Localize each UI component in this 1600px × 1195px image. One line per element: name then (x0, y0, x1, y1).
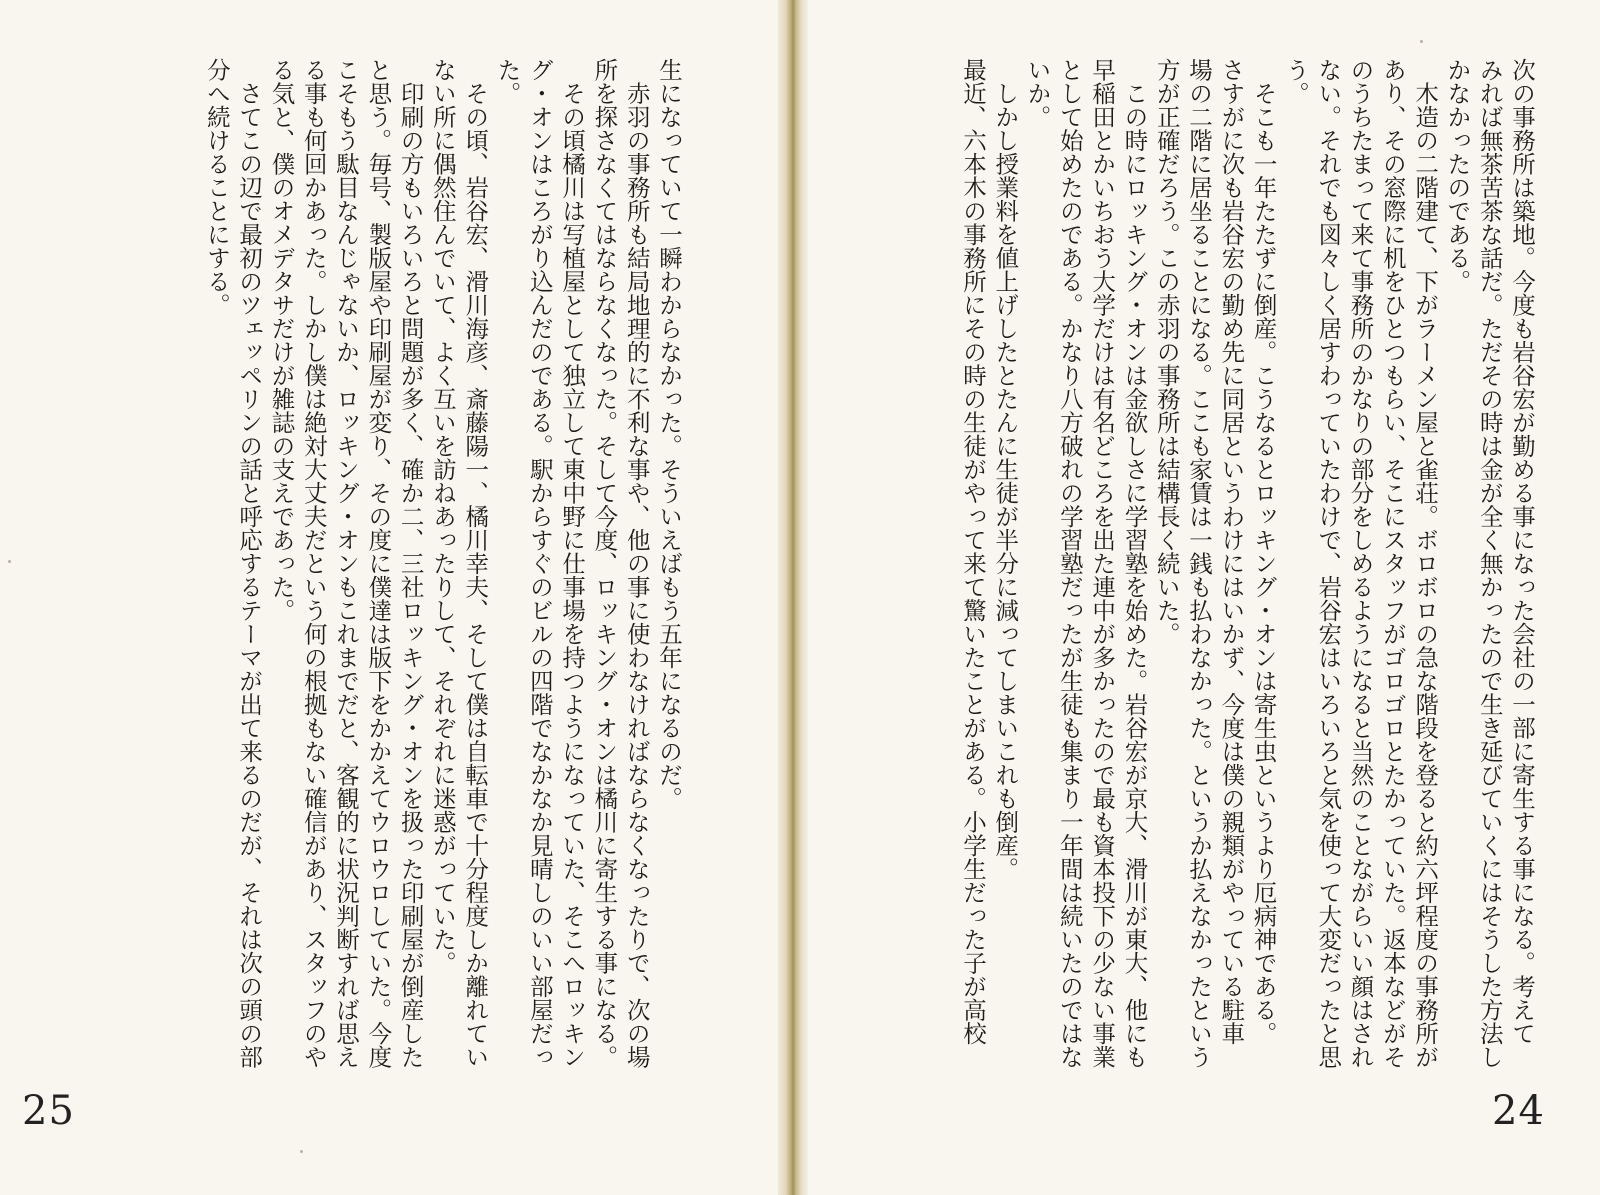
paper-speck (8, 560, 11, 563)
text-line: る気と、僕のオメデタサだけが雑誌の支えであった。 (267, 58, 296, 622)
text-line: 所を探さなくてはならなくなった。そして今度、ロッキング・オンは橘川に寄生する事になる。 (590, 58, 619, 1069)
text-line: 木造の二階建て、下がラーメン屋と雀荘。ボロボロの急な階段を登ると約六坪程度の事務所が (1411, 58, 1440, 1069)
paper-speck (300, 1150, 303, 1153)
text-line: さてこの辺で最初のツェッペリンの話と呼応するテーマが出て来るのだが、それは次の頭の部 (235, 58, 264, 1069)
text-line: その頃、岩谷宏、滑川海彦、斎藤陽一、橘川幸夫、そして僕は自転車で十分程度しか離れてい (461, 58, 490, 1069)
text-line: 生になっていて一瞬わからなかった。そういえばもう五年になるのだ。 (655, 58, 683, 810)
text-line: こそもう駄目なんじゃないか、ロッキング・オンもこれまでだと、客観的に状況判断すれば思え (332, 58, 361, 1069)
text-line: のうちたまって来て事務所のかなりの部分をしめるようになると当然のことながらいい顔はされ (1346, 58, 1375, 1069)
text-line: その頃橘川は写植屋として独立して東中野に仕事場を持つようになっていた、そこへロッキン (558, 58, 587, 1069)
page-number: 24 (1492, 1088, 1545, 1134)
text-line: として始めたのである。かなり八方破れの学習塾だったが生徒も集まり一年間は続いたのではな (1055, 58, 1084, 1069)
text-line: る事も何回かあった。しかし僕は絶対大丈夫だという何の根拠もない確信があり、スタッフのや (299, 58, 328, 1069)
text-line: かなかったのである。 (1443, 58, 1472, 293)
text-line: そこも一年たたずに倒産。こうなるとロッキング・オンは寄生虫というより厄病神である。 (1249, 58, 1278, 1045)
text-line: 方が正確だろう。この赤羽の事務所は結構長く続いた。 (1152, 58, 1181, 646)
text-line: さすがに次も岩谷宏の勤め先に同居というわけにはいかず、今度は僕の親類がやっている駐車 (1217, 58, 1246, 1045)
text-line: 最近、六本木の事務所にその時の生徒がやって来て驚いたことがある。小学生だった子が高校 (958, 58, 987, 1045)
left-page-text (130, 58, 685, 1069)
text-line: た。 (493, 58, 522, 105)
text-line: いか。 (1023, 58, 1052, 129)
text-line: この時にロッキング・オンは金欲しさに学習塾を始めた。岩谷宏が京大、滑川が東大、他にも (1120, 58, 1149, 1069)
text-line: 赤羽の事務所も結局地理的に不利な事や、他の事に使わなければならなくなったりで、次の場 (622, 58, 651, 1069)
text-line: グ・オンはころがり込んだのである。駅からすぐのビルの四階でなかなか見晴しのいい部屋だっ (525, 58, 554, 1069)
text-line: と思う。毎号、製版屋や印刷屋が変り、その度に僕達は版下をかかえてウロウロしていた。今度 (364, 58, 393, 1069)
text-line: 次の事務所は築地。今度も岩谷宏が勤める事になった会社の一部に寄生する事になる。考えて (1508, 58, 1536, 1045)
right-page-text (948, 58, 1538, 1069)
left-page (0, 0, 786, 1195)
text-line: しかし授業料を値上げしたとたんに生徒が半分に減ってしまいこれも倒産。 (991, 58, 1020, 881)
text-line: 場の二階に居坐ることになる。ここも家賃は一銭も払わなかった。というか払えなかったという (1185, 58, 1214, 1069)
book-gutter (778, 0, 808, 1195)
text-line: ない。それでも図々しく居すわっていたわけで、岩谷宏はいろいろと気を使って大変だったと思 (1314, 58, 1343, 1069)
text-line: あり、その窓際に机をひとつもらい、そこにスタッフがゴロゴロとたかっていた。返本などがそ (1378, 58, 1407, 1069)
text-line: 分へ続けることにする。 (202, 58, 231, 317)
paper-speck (1420, 40, 1423, 43)
text-line: ない所に偶然住んでいて、よく互いを訪ねあったりして、それぞれに迷惑がっていた。 (428, 58, 457, 975)
page-number: 25 (22, 1088, 75, 1134)
text-line: 早稲田とかいちおう大学だけは有名どころを出た連中が多かったので最も資本投下の少ない事業 (1088, 58, 1117, 1069)
text-line: う。 (1281, 58, 1310, 105)
text-line: みれば無茶苦茶な話だ。ただその時は金が全く無かったので生き延びていくにはそうした方法し (1475, 58, 1504, 1069)
text-line: 印刷の方もいろいろと問題が多く、確か二、三社ロッキング・オンを扱った印刷屋が倒産した (396, 58, 425, 1069)
